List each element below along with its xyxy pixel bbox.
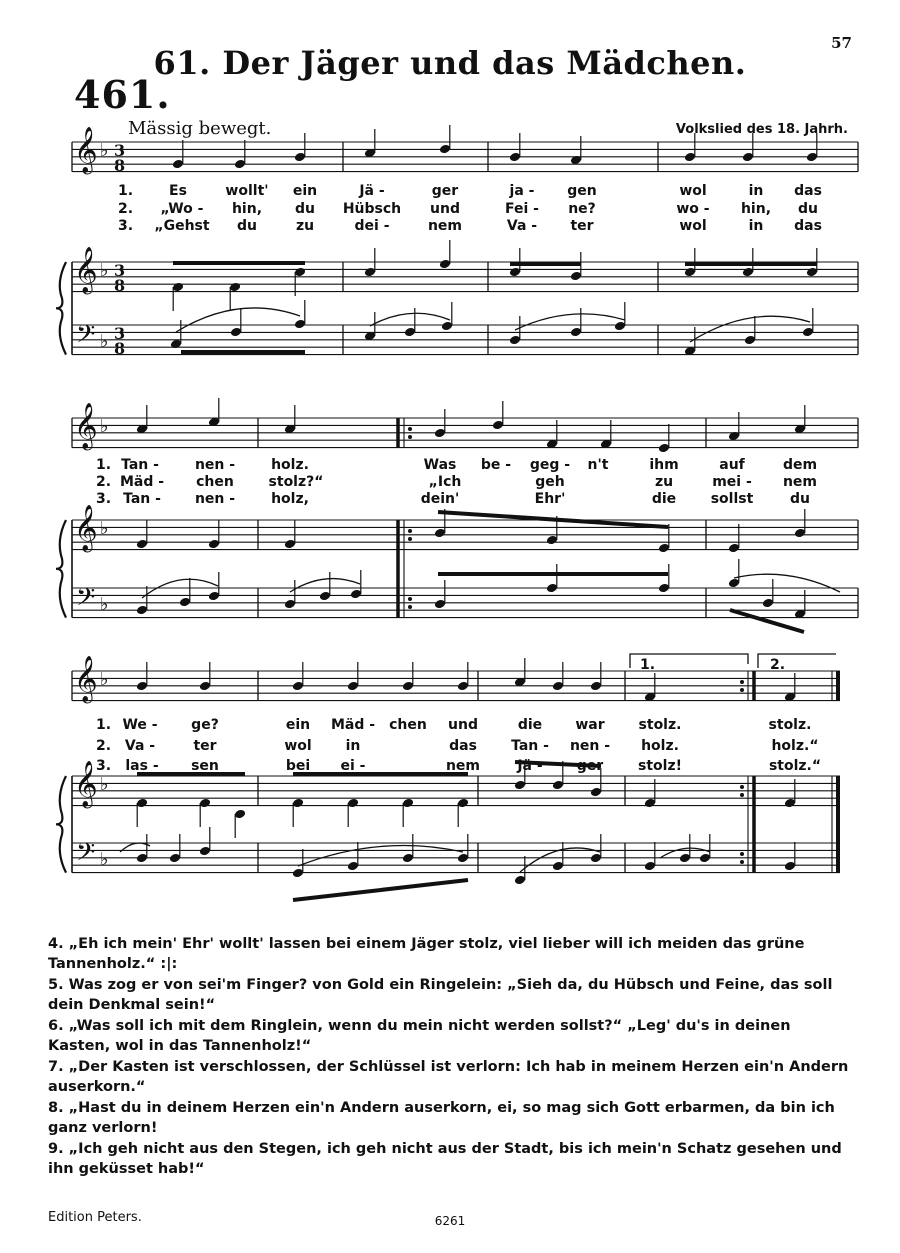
lyric-syllable: holz.“ [771,738,819,754]
song-title: 61. Der Jäger und das Mädchen. [153,44,747,82]
verse-text: 8. „Hast du in deinem Herzen ein'n Andern auserkorn, ei, so mag sich Gott erbarmen, da bin ich ganz verlorn! [48,1100,835,1136]
lyric-syllable: nem [427,218,463,234]
volta-first-ending: 1. [640,657,656,673]
flat-icon: ♭ [100,594,109,615]
verse-text: 7. „Der Kasten ist verschlossen, der Schlüssel ist verlorn: Ich hab in meinem Herzen ein'n Andern auserkorn.“ [48,1059,849,1095]
tempo-marking: Mässig bewegt. [128,118,272,139]
lyric-syllable: nem [445,758,481,774]
page-number: 57 [831,34,852,52]
lyric-syllable: „Wo - [160,201,204,217]
lyric-syllable: Jä - [359,183,385,199]
lyric-syllable: ge? [191,717,219,733]
lyric-syllable: holz, [271,491,309,507]
verse-number: 3. [96,491,112,507]
lyric-syllable: Tan - [511,738,549,754]
lyric-syllable: hin, [231,201,263,217]
lyric-syllable: Va - [506,218,538,234]
flat-icon: ♭ [100,416,109,437]
lyric-syllable: Jä - [517,758,543,774]
lyric-syllable: n't [587,457,609,473]
bass-clef-icon: 𝄢 [76,320,96,355]
piano-brace [56,262,66,355]
lyric-syllable: und [430,201,460,217]
lyric-syllable: war [575,717,605,733]
hymn-number: 461. [74,72,171,117]
lyric-syllable: Tan - [121,457,159,473]
repeat-dot [408,529,412,533]
lyric-syllable: wo - [676,201,710,217]
verse-number: 2. [96,474,112,490]
lyric-syllable: las - [125,758,159,774]
lyric-syllable: zu [295,218,315,234]
lyric-syllable: nen - [569,738,611,754]
lyric-syllable: chen [196,474,234,490]
bass-clef-icon: 𝄢 [76,838,96,873]
lyric-syllable: be - [480,457,512,473]
lyric-syllable: Was [423,457,457,473]
lyric-syllable: zu [654,474,674,490]
time-sig-top: 3 [114,141,126,160]
lyric-syllable: sen [191,758,219,774]
lyric-syllable: geg - [529,457,571,473]
lyric-syllable: dein' [420,491,460,507]
verse-text: 4. „Eh ich mein' Ehr' wollt' lassen bei einem Jäger stolz, viel lieber will ich meiden das grüne Tannenholz.“ :|: [48,936,805,972]
slur [298,846,463,866]
lyric-syllable: stolz! [638,758,682,774]
lyric-syllable: wol [679,218,707,234]
lyric-syllable: du [798,201,818,217]
flat-icon: ♭ [100,260,109,281]
time-sig-bottom: 8 [114,339,126,358]
lyric-syllable: wol [679,183,707,199]
time-sig-top: 3 [114,261,126,280]
lyric-syllable: Hübsch [342,201,402,217]
repeat-dot [408,435,412,439]
slur [515,314,625,330]
verse-number: 1. [118,183,134,199]
treble-clef-icon: 𝄞 [74,505,98,551]
lyric-syllable: chen [389,717,427,733]
lyric-syllable: ein [285,717,311,733]
lyric-syllable: geh [535,474,565,490]
verse-number: 3. [96,758,112,774]
repeat-dot [408,605,412,609]
source-attribution: Volkslied des 18. Jahrh. [675,122,848,137]
lyric-syllable: Ehr' [534,491,566,507]
lyric-syllable: Va - [124,738,156,754]
lyric-syllable: du [295,201,315,217]
lyric-syllable: wollt' [225,183,269,199]
lyric-syllable: in [748,218,764,234]
lyric-syllable: nen - [194,457,236,473]
repeat-dot [740,680,744,684]
lyric-syllable: ein [292,183,318,199]
lyric-syllable: dei - [354,218,390,234]
repeat-dot [740,852,744,856]
lyric-syllable: stolz.“ [768,758,822,774]
treble-clef-icon: 𝄞 [74,761,98,807]
lyric-syllable: Mäd - [119,474,165,490]
lyric-syllable: die [517,717,543,733]
time-sig-bottom: 8 [114,156,126,175]
plate-number: 6261 [434,1214,466,1228]
lyric-syllable: Mäd - [330,717,376,733]
flat-icon: ♭ [100,331,109,352]
lyric-syllable: nen - [194,491,236,507]
lyric-syllable: ihm [649,457,679,473]
lyric-syllable: du [237,218,257,234]
lyric-syllable: stolz. [638,717,682,733]
flat-icon: ♭ [100,140,109,161]
verse-number: 3. [118,218,134,234]
lyric-syllable: dem [782,457,818,473]
repeat-dot [740,688,744,692]
lyric-syllable: in [748,183,764,199]
lyric-syllable: in [345,738,361,754]
slur [370,313,450,326]
flat-icon: ♭ [100,774,109,795]
verse-number: 1. [96,457,112,473]
lyric-syllable: du [790,491,810,507]
lyric-syllable: die [651,491,677,507]
lyric-syllable: Fei - [505,201,539,217]
slur [734,574,840,592]
repeat-dot [408,537,412,541]
lyric-syllable: stolz?“ [268,474,324,490]
lyric-syllable: holz. [641,738,679,754]
lyric-syllable: „Gehst [154,218,210,234]
lyric-syllable: ger [431,183,459,199]
flat-icon: ♭ [100,518,109,539]
verse-number: 2. [96,738,112,754]
lyric-syllable: ter [570,218,594,234]
repeat-dot [408,597,412,601]
repeat-dot [408,427,412,431]
lyric-syllable: auf [719,457,745,473]
piano-brace [56,776,66,873]
note-beam [730,610,804,632]
treble-clef-icon: 𝄞 [74,403,98,449]
lyric-syllable: nem [782,474,818,490]
lyric-syllable: wol [284,738,312,754]
verse-number: 1. [96,717,112,733]
lyric-syllable: hin, [740,201,772,217]
volta-second-ending: 2. [770,657,786,673]
flat-icon: ♭ [100,669,109,690]
lyric-syllable: ne? [568,201,596,217]
lyric-syllable: ter [193,738,217,754]
time-sig-top: 3 [114,324,126,343]
slur [290,579,360,592]
lyric-syllable: ei - [340,758,366,774]
piano-brace [56,520,66,618]
repeat-dot [740,860,744,864]
lyric-syllable: das [794,218,822,234]
verse-text: 6. „Was soll ich mit dem Ringlein, wenn du mein nicht werden sollst?“ „Leg' du's in deinen Kasten, wol in das Tannenholz!“ [48,1018,791,1054]
treble-clef-icon: 𝄞 [74,656,98,702]
repeat-dot [740,785,744,789]
verse-text: 5. Was zog er von sei'm Finger? von Gold ein Ringelein: „Sieh da, du Hübsch und Feine, das soll dein Denkmal sein!“ [48,977,833,1013]
lyric-syllable: das [794,183,822,199]
publisher-label: Edition Peters. [48,1210,142,1225]
additional-verses [48,934,852,1180]
lyric-syllable: Tan - [123,491,161,507]
lyric-syllable: holz. [271,457,309,473]
repeat-dot [740,793,744,797]
bass-clef-icon: 𝄢 [76,583,96,618]
lyric-syllable: stolz. [768,717,812,733]
lyric-syllable: bei [285,758,311,774]
treble-clef-icon: 𝄞 [74,247,98,293]
lyric-syllable: „Ich [428,474,462,490]
lyric-syllable: gen [567,183,597,199]
verse-number: 2. [118,201,134,217]
lyric-syllable: ger [576,758,604,774]
lyric-syllable: und [448,717,478,733]
lyric-syllable: We - [122,717,158,733]
lyric-syllable: Es [169,183,187,199]
flat-icon: ♭ [100,849,109,870]
lyric-syllable: das [449,738,477,754]
time-sig-bottom: 8 [114,276,126,295]
note-beam [293,880,468,900]
lyric-syllable: sollst [710,491,754,507]
lyric-syllable: ja - [509,183,535,199]
verse-text: 9. „Ich geh nicht aus den Stegen, ich geh nicht aus der Stadt, bis ich mein'n Schatz gesehen und ihn geküsset hab!“ [48,1141,842,1177]
lyric-syllable: mei - [712,474,752,490]
treble-clef-icon: 𝄞 [74,127,98,173]
